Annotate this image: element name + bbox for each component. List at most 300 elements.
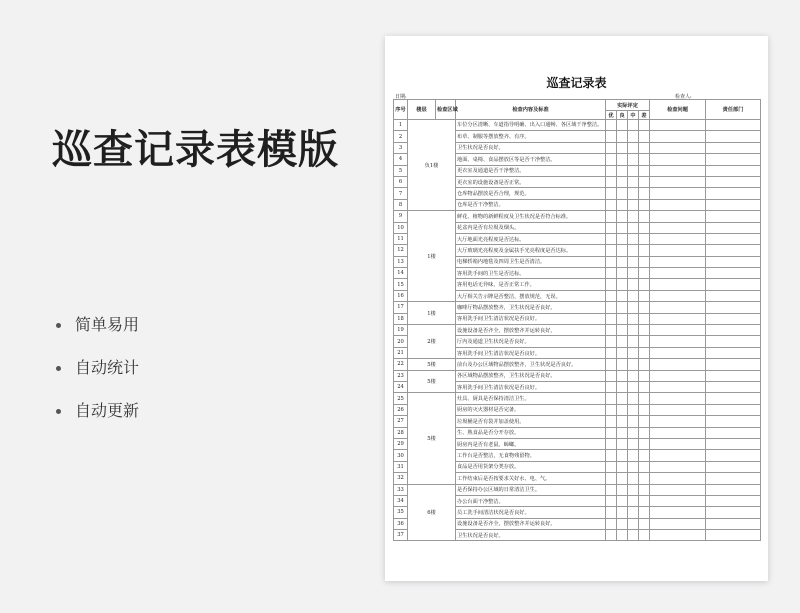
rating-cell[interactable] [639,290,650,301]
inspection-item: 办公台面干净整洁。 [456,495,606,506]
rating-cell[interactable] [639,199,650,210]
dept-cell[interactable] [706,199,761,210]
rating-cell[interactable] [617,142,628,153]
issue-cell[interactable] [650,438,706,449]
dept-cell[interactable] [706,245,761,256]
dept-cell[interactable] [706,154,761,165]
rating-cell[interactable] [628,530,639,541]
rating-cell[interactable] [617,211,628,222]
rating-cell[interactable] [617,507,628,518]
inspection-item: 地面、桌椅、食品摆放区等是否干净整洁。 [456,154,606,165]
floor-cell: 5楼 [408,393,456,484]
issue-cell[interactable] [650,268,706,279]
rating-cell[interactable] [617,404,628,415]
issue-cell[interactable] [650,290,706,301]
rating-cell[interactable] [606,120,617,131]
table-row [394,120,761,131]
rating-cell[interactable] [617,393,628,404]
issue-cell[interactable] [650,347,706,358]
header-dept: 责任部门 [706,100,761,120]
rating-cell[interactable] [639,313,650,324]
rating-cell[interactable] [617,302,628,313]
issue-cell[interactable] [650,165,706,176]
issue-cell[interactable] [650,518,706,529]
rating-cell[interactable] [606,495,617,506]
table-row [394,211,761,222]
rating-cell[interactable] [628,290,639,301]
rating-cell[interactable] [617,188,628,199]
inspection-item: 厅内及通道卫生状况是否良好。 [456,336,606,347]
rating-cell[interactable] [628,313,639,324]
rating-cell[interactable] [639,222,650,233]
issue-cell[interactable] [650,381,706,392]
rating-cell[interactable] [639,416,650,427]
row-number: 14 [394,268,408,279]
rating-cell[interactable] [628,381,639,392]
rating-cell[interactable] [617,279,628,290]
inspection-item: 鲜花、植物的新鲜程度及卫生状况是否符合标准。 [456,211,606,222]
header-issues: 检查问题 [650,100,706,120]
inspection-item: 厨房内是否有老鼠、蟑螂。 [456,438,606,449]
floor-cell: 6楼 [408,484,456,541]
rating-cell[interactable] [617,325,628,336]
row-number: 21 [394,347,408,358]
rating-cell[interactable] [617,484,628,495]
rating-cell[interactable] [628,370,639,381]
row-number: 25 [394,393,408,404]
dept-cell[interactable] [706,279,761,290]
rating-cell[interactable] [606,484,617,495]
issue-cell[interactable] [650,176,706,187]
dept-cell[interactable] [706,518,761,529]
dept-cell[interactable] [706,393,761,404]
rating-cell[interactable] [639,233,650,244]
rating-cell[interactable] [628,507,639,518]
rating-cell[interactable] [617,416,628,427]
rating-cell[interactable] [617,347,628,358]
rating-cell[interactable] [606,268,617,279]
dept-cell[interactable] [706,507,761,518]
rating-cell[interactable] [628,279,639,290]
inspection-item: 设施设备是否齐全，摆放整齐并运转良好。 [456,325,606,336]
rating-cell[interactable] [606,507,617,518]
rating-cell[interactable] [628,302,639,313]
rating-cell[interactable] [628,347,639,358]
rating-cell[interactable] [639,370,650,381]
rating-cell[interactable] [617,176,628,187]
header-rating-poor: 差 [639,111,650,120]
row-number: 30 [394,450,408,461]
rating-cell[interactable] [628,495,639,506]
issue-cell[interactable] [650,495,706,506]
rating-cell[interactable] [628,359,639,370]
rating-cell[interactable] [606,461,617,472]
rating-cell[interactable] [606,518,617,529]
dept-cell[interactable] [706,427,761,438]
dept-cell[interactable] [706,381,761,392]
row-number: 16 [394,290,408,301]
dept-cell[interactable] [706,120,761,131]
row-number: 33 [394,484,408,495]
rating-cell[interactable] [628,518,639,529]
dept-cell[interactable] [706,142,761,153]
inspection-item: 前台及办公区域物品摆放整齐，卫生状况是否良好。 [456,359,606,370]
issue-cell[interactable] [650,359,706,370]
rating-cell[interactable] [628,473,639,484]
dept-cell[interactable] [706,313,761,324]
dept-cell[interactable] [706,404,761,415]
rating-cell[interactable] [617,222,628,233]
rating-cell[interactable] [617,427,628,438]
row-number: 26 [394,404,408,415]
rating-cell[interactable] [617,120,628,131]
rating-cell[interactable] [639,495,650,506]
rating-cell[interactable] [606,347,617,358]
document-preview [385,36,768,581]
rating-cell[interactable] [628,188,639,199]
rating-cell[interactable] [617,530,628,541]
row-number: 17 [394,302,408,313]
feature-item [56,398,139,441]
rating-cell[interactable] [628,268,639,279]
dept-cell[interactable] [706,256,761,267]
rating-cell[interactable] [639,530,650,541]
issue-cell[interactable] [650,222,706,233]
rating-cell[interactable] [639,165,650,176]
row-number: 22 [394,359,408,370]
dept-cell[interactable] [706,530,761,541]
rating-cell[interactable] [617,370,628,381]
rating-cell[interactable] [606,176,617,187]
inspection-item: 花盆内是否有垃圾及烟头。 [456,222,606,233]
table-body [394,120,761,541]
rating-cell[interactable] [606,427,617,438]
rating-cell[interactable] [617,256,628,267]
date-label: 日期: [395,94,407,100]
rating-cell[interactable] [639,325,650,336]
rating-cell[interactable] [639,461,650,472]
rating-cell[interactable] [628,404,639,415]
rating-cell[interactable] [628,256,639,267]
dept-cell[interactable] [706,484,761,495]
rating-cell[interactable] [628,461,639,472]
inspection-item: 工作台是否整洁，无食物残留物。 [456,450,606,461]
row-number: 6 [394,176,408,187]
rating-cell[interactable] [639,359,650,370]
row-number: 28 [394,427,408,438]
issue-cell[interactable] [650,325,706,336]
header-rating-fair: 中 [628,111,639,120]
rating-cell[interactable] [606,142,617,153]
rating-cell[interactable] [606,211,617,222]
rating-cell[interactable] [606,302,617,313]
row-number: 15 [394,279,408,290]
issue-cell[interactable] [650,142,706,153]
rating-cell[interactable] [606,279,617,290]
issue-cell[interactable] [650,302,706,313]
rating-cell[interactable] [617,450,628,461]
inspection-item: 垃圾桶是否有袋并加盖使用。 [456,416,606,427]
dept-cell[interactable] [706,336,761,347]
issue-cell[interactable] [650,313,706,324]
rating-cell[interactable] [628,233,639,244]
rating-cell[interactable] [639,268,650,279]
rating-cell[interactable] [628,450,639,461]
issue-cell[interactable] [650,233,706,244]
dept-cell[interactable] [706,370,761,381]
rating-cell[interactable] [639,347,650,358]
floor-cell: 5楼 [408,370,456,393]
row-number: 1 [394,120,408,131]
inspection-item: 仓库物品摆放是否合理，规范。 [456,188,606,199]
feature-label: 简单易用 [75,315,140,334]
inspection-item: 仓库是否干净整洁。 [456,199,606,210]
row-number: 23 [394,370,408,381]
rating-cell[interactable] [628,176,639,187]
table-row [394,359,761,370]
row-number: 34 [394,495,408,506]
dept-cell[interactable] [706,347,761,358]
issue-cell[interactable] [650,336,706,347]
inspection-item: 大厅玻璃光亮程度及金属扶手光亮程度是否达标。 [456,245,606,256]
rating-cell[interactable] [606,165,617,176]
issue-cell[interactable] [650,427,706,438]
inspection-item: 设施设备是否齐全，摆放整齐并运转良好。 [456,518,606,529]
issue-cell[interactable] [650,199,706,210]
inspection-item: 客用电话无异味，是否正常工作。 [456,279,606,290]
dept-cell[interactable] [706,290,761,301]
rating-cell[interactable] [628,416,639,427]
dept-cell[interactable] [706,268,761,279]
rating-cell[interactable] [606,154,617,165]
rating-cell[interactable] [617,381,628,392]
dept-cell[interactable] [706,359,761,370]
issue-cell[interactable] [650,370,706,381]
rating-cell[interactable] [617,461,628,472]
row-number: 3 [394,142,408,153]
rating-cell[interactable] [639,393,650,404]
issue-cell[interactable] [650,120,706,131]
rating-cell[interactable] [617,518,628,529]
rating-cell[interactable] [628,120,639,131]
dept-cell[interactable] [706,188,761,199]
header-rating: 实际评定 [606,100,650,111]
rating-cell[interactable] [606,404,617,415]
rating-cell[interactable] [639,131,650,142]
dept-cell[interactable] [706,222,761,233]
rating-cell[interactable] [617,154,628,165]
issue-cell[interactable] [650,530,706,541]
issue-cell[interactable] [650,245,706,256]
dept-cell[interactable] [706,461,761,472]
issue-cell[interactable] [650,131,706,142]
rating-cell[interactable] [639,484,650,495]
rating-cell[interactable] [639,507,650,518]
feature-label: 自动统计 [75,358,140,377]
rating-cell[interactable] [606,199,617,210]
inspection-item: 厨房的灭火器材是否完备。 [456,404,606,415]
rating-cell[interactable] [639,279,650,290]
rating-cell[interactable] [617,313,628,324]
rating-cell[interactable] [639,120,650,131]
inspection-item: 大厅相关告示牌是否整洁，摆放规范，无误。 [456,290,606,301]
rating-cell[interactable] [639,154,650,165]
inspection-item: 卫生状况是否良好。 [456,142,606,153]
rating-cell[interactable] [606,233,617,244]
header-floor: 楼层 [408,100,436,120]
issue-cell[interactable] [650,188,706,199]
issue-cell[interactable] [650,404,706,415]
row-number: 11 [394,233,408,244]
rating-cell[interactable] [606,530,617,541]
rating-cell[interactable] [617,495,628,506]
inspection-item: 客用洗手间卫生清洁状况是否良好。 [456,381,606,392]
rating-cell[interactable] [606,359,617,370]
rating-cell[interactable] [606,131,617,142]
inspection-item: 各区域物品摆放整齐，卫生状况是否良好。 [456,370,606,381]
inspection-item: 咖啡厅物品摆放整齐，卫生状况是否良好。 [456,302,606,313]
rating-cell[interactable] [617,131,628,142]
inspection-item: 是否保持办公区域的日常清洁卫生。 [456,484,606,495]
issue-cell[interactable] [650,473,706,484]
rating-cell[interactable] [639,473,650,484]
dept-cell[interactable] [706,495,761,506]
rating-cell[interactable] [639,302,650,313]
feature-list [56,312,139,441]
row-number: 2 [394,131,408,142]
rating-cell[interactable] [617,438,628,449]
rating-cell[interactable] [628,222,639,233]
rating-cell[interactable] [628,484,639,495]
rating-cell[interactable] [606,313,617,324]
rating-cell[interactable] [639,176,650,187]
issue-cell[interactable] [650,484,706,495]
issue-cell[interactable] [650,279,706,290]
rating-cell[interactable] [639,427,650,438]
rating-cell[interactable] [639,245,650,256]
dept-cell[interactable] [706,302,761,313]
rating-cell[interactable] [639,404,650,415]
issue-cell[interactable] [650,450,706,461]
rating-cell[interactable] [606,450,617,461]
rating-cell[interactable] [639,381,650,392]
dept-cell[interactable] [706,473,761,484]
floor-cell: 5楼 [408,359,456,370]
rating-cell[interactable] [639,336,650,347]
rating-cell[interactable] [617,473,628,484]
rating-cell[interactable] [606,416,617,427]
rating-cell[interactable] [617,290,628,301]
issue-cell[interactable] [650,154,706,165]
rating-cell[interactable] [639,211,650,222]
rating-cell[interactable] [628,142,639,153]
table-row [394,484,761,495]
rating-cell[interactable] [628,325,639,336]
rating-cell[interactable] [628,438,639,449]
rating-cell[interactable] [628,245,639,256]
rating-cell[interactable] [606,245,617,256]
rating-cell[interactable] [639,256,650,267]
rating-cell[interactable] [617,199,628,210]
table-row [394,302,761,313]
rating-cell[interactable] [639,518,650,529]
feature-label: 自动更新 [75,401,140,420]
row-number: 8 [394,199,408,210]
inspection-item: 电梯轿箱内地毯及四周卫生是否清洁。 [456,256,606,267]
rating-cell[interactable] [628,199,639,210]
rating-cell[interactable] [628,211,639,222]
issue-cell[interactable] [650,416,706,427]
issue-cell[interactable] [650,507,706,518]
bullet-icon [56,323,61,328]
rating-cell[interactable] [606,473,617,484]
rating-cell[interactable] [639,438,650,449]
rating-cell[interactable] [606,370,617,381]
rating-cell[interactable] [639,188,650,199]
floor-cell: 负1楼 [408,120,456,211]
rating-cell[interactable] [628,336,639,347]
rating-cell[interactable] [617,359,628,370]
inspection-item: 客用洗手间卫生清洁状况是否良好。 [456,313,606,324]
dept-cell[interactable] [706,450,761,461]
row-number: 4 [394,154,408,165]
rating-cell[interactable] [628,131,639,142]
rating-cell[interactable] [606,256,617,267]
rating-cell[interactable] [606,222,617,233]
rating-cell[interactable] [639,142,650,153]
row-number: 10 [394,222,408,233]
inspection-item: 客用洗手间卫生清洁状况是否良好。 [456,347,606,358]
inspection-table [393,99,761,541]
dept-cell[interactable] [706,233,761,244]
rating-cell[interactable] [617,165,628,176]
dept-cell[interactable] [706,176,761,187]
rating-cell[interactable] [628,427,639,438]
inspection-item: 员工洗手间清洁状况是否良好。 [456,507,606,518]
dept-cell[interactable] [706,165,761,176]
rating-cell[interactable] [606,325,617,336]
rating-cell[interactable] [617,268,628,279]
dept-cell[interactable] [706,211,761,222]
issue-cell[interactable] [650,393,706,404]
rating-cell[interactable] [606,381,617,392]
inspection-item: 客用洗手间的卫生是否达标。 [456,268,606,279]
row-number: 31 [394,461,408,472]
row-number: 9 [394,211,408,222]
rating-cell[interactable] [628,165,639,176]
rating-cell[interactable] [606,336,617,347]
inspection-item: 卫生状况是否良好。 [456,530,606,541]
rating-cell[interactable] [617,336,628,347]
dept-cell[interactable] [706,438,761,449]
rating-cell[interactable] [606,290,617,301]
rating-cell[interactable] [617,245,628,256]
rating-cell[interactable] [606,393,617,404]
issue-cell[interactable] [650,256,706,267]
issue-cell[interactable] [650,211,706,222]
rating-cell[interactable] [606,188,617,199]
rating-cell[interactable] [628,154,639,165]
rating-cell[interactable] [639,450,650,461]
sheet-title: 巡查记录表 [546,76,607,90]
rating-cell[interactable] [617,233,628,244]
dept-cell[interactable] [706,416,761,427]
rating-cell[interactable] [628,393,639,404]
issue-cell[interactable] [650,461,706,472]
rating-cell[interactable] [606,438,617,449]
dept-cell[interactable] [706,131,761,142]
dept-cell[interactable] [706,325,761,336]
